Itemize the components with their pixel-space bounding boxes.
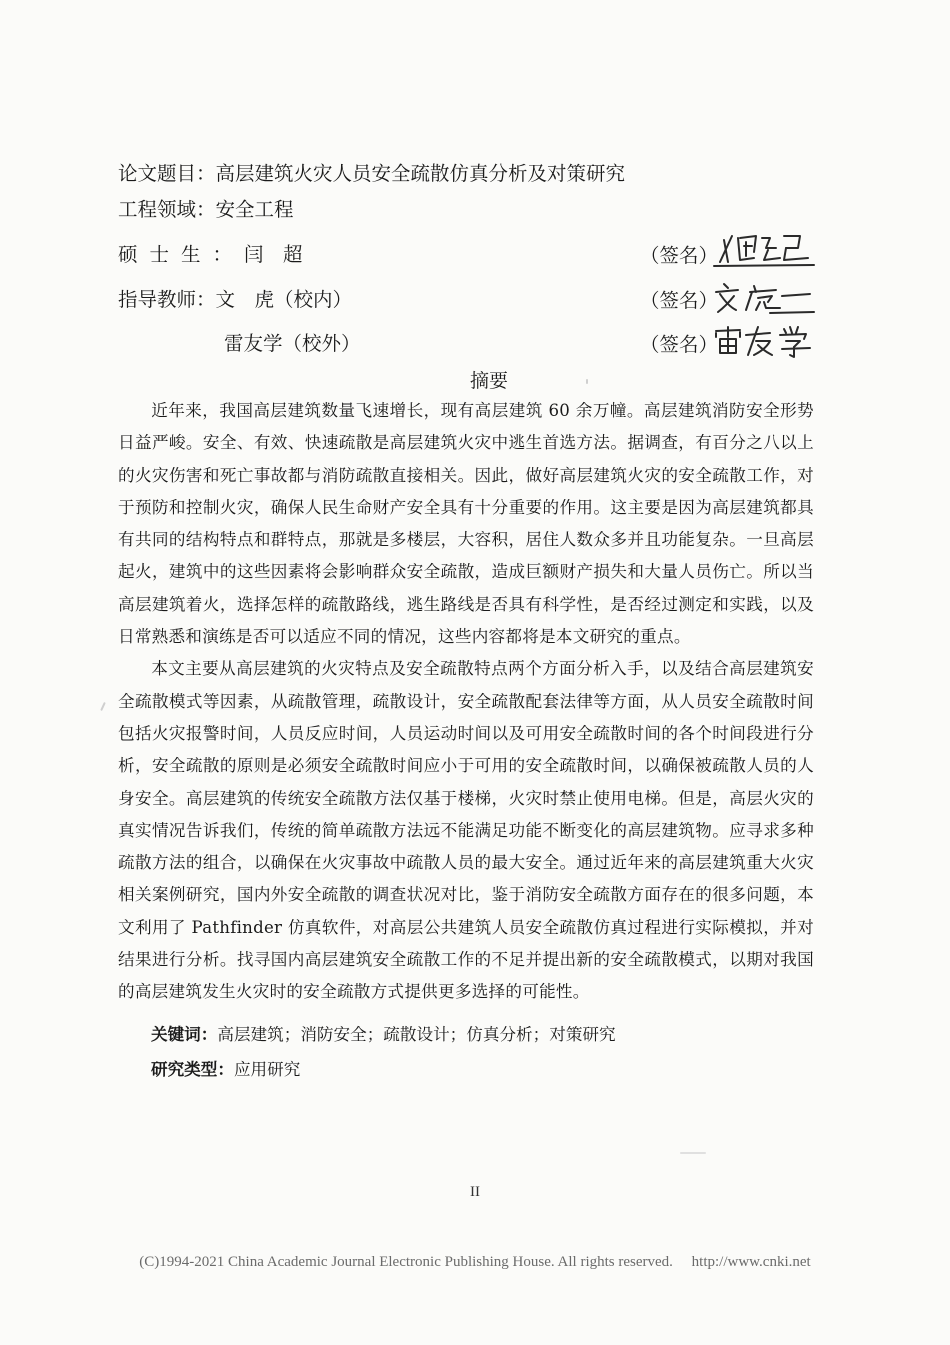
keywords-label: 关键词： <box>151 1025 218 1044</box>
copyright-footer: (C)1994-2021 China Academic Journal Electronic Publishing House. All rights reserved. http://www.cnki.net <box>139 1254 811 1270</box>
advisor-row <box>118 283 352 317</box>
research-type: 应用研究 <box>233 1060 301 1079</box>
engineering-field-row <box>118 193 294 227</box>
advisor-external: 雷友学（校外） <box>224 332 361 355</box>
abstract-paragraph-2: 本文主要从高层建筑的火灾特点及安全疏散特点两个方面分析入手，以及结合高层建筑安全疏散模式等因素，从疏散管理，疏散设计，安全疏散配套法律等方面，从人员安全疏散时间包括火灾报警时间，人员反应时间，人员运动时间以及可用安全疏散时间的各个时间段进行分析，安全疏散的原则是必须安全疏散时间应小于可用的安全疏散时间，以确保被疏散人员的人身安全。高层建筑的传统安全疏散方法仅基于楼梯，火灾时禁止使用电梯。但是，高层火灾的真实情况告诉我们，传统的简单疏散方法远不能满足功能不断变化的高层建筑物。应寻求多种疏散方法的组合，以确保在火灾事故中疏散人员的最大安全。通过近年来的高层建筑重大火灾相关案例研究，国内外安全疏散的调查状况对比，鉴于消防安全疏散方面存在的很多问题，本文利用了 Pathfinder 仿真软件，对高层公共建筑人员安全疏散仿真过程进行实际模拟，并对结果进行分析。找寻国内高层建筑安全疏散工作的不足并提出新的安全疏散模式，以期对我国的高层建筑发生火灾时的安全疏散方式提供更多选择的可能性。 <box>118 659 814 1002</box>
advisor-external-signature-label: （签名） <box>640 333 719 356</box>
page-number: II <box>470 1184 480 1200</box>
abstract-paragraph-1: 近年来，我国高层建筑数量飞速增长，现有高层建筑 60 余万幢。高层建筑消防安全形势日益严峻。安全、有效、快速疏散是高层建筑火灾中逃生首选方法。据调查，有百分之八以上的火灾伤害和死亡事故都与消防疏散直接相关。因此，做好高层建筑火灾的安全疏散工作，对于预防和控制火灾，确保人民生命财产安全具有十分重要的作用。这主要是因为高层建筑都具有共同的结构特点和群特点，那就是多楼层，大容积，居住人数众多并且功能复杂。一旦高层起火，建筑中的这些因素将会影响群众安全疏散，造成巨额财产损失和大量人员伤亡。所以当高层建筑着火，选择怎样的疏散路线，逃生路线是否具有科学性，是否经过测定和实践，以及日常熟悉和演练是否可以适应不同的情况，这些内容都将是本文研究的重点。 <box>118 401 814 647</box>
student-row <box>118 238 303 272</box>
scan-speck <box>680 1152 706 1154</box>
engineering-field-label: 工程领域： <box>118 198 216 221</box>
thesis-title-label: 论文题目： <box>118 162 216 185</box>
research-type-row <box>151 1055 300 1085</box>
advisor-internal-signature <box>710 276 820 316</box>
abstract-heading: 摘要 <box>469 370 508 392</box>
advisor-internal: 文 虎（校内） <box>215 288 353 311</box>
scan-speck <box>586 379 588 384</box>
student-name: 闫 超 <box>244 243 303 266</box>
advisor-external-signature <box>710 321 820 361</box>
student-label: 硕士生： <box>118 243 245 266</box>
advisor-internal-signature-label: （签名） <box>640 289 719 312</box>
student-signature <box>710 228 820 268</box>
engineering-field: 安全工程 <box>215 198 294 221</box>
thesis-title: 高层建筑火灾人员安全疏散仿真分析及对策研究 <box>215 162 626 185</box>
research-type-label: 研究类型： <box>151 1060 234 1079</box>
abstract-body <box>118 395 814 1009</box>
scan-speck <box>100 702 106 711</box>
student-signature-label: （签名） <box>640 244 719 267</box>
keywords-row <box>151 1020 616 1050</box>
thesis-title-row <box>118 157 625 191</box>
advisor-label: 指导教师： <box>118 288 216 311</box>
keywords: 高层建筑；消防安全；疏散设计；仿真分析；对策研究 <box>217 1025 616 1044</box>
